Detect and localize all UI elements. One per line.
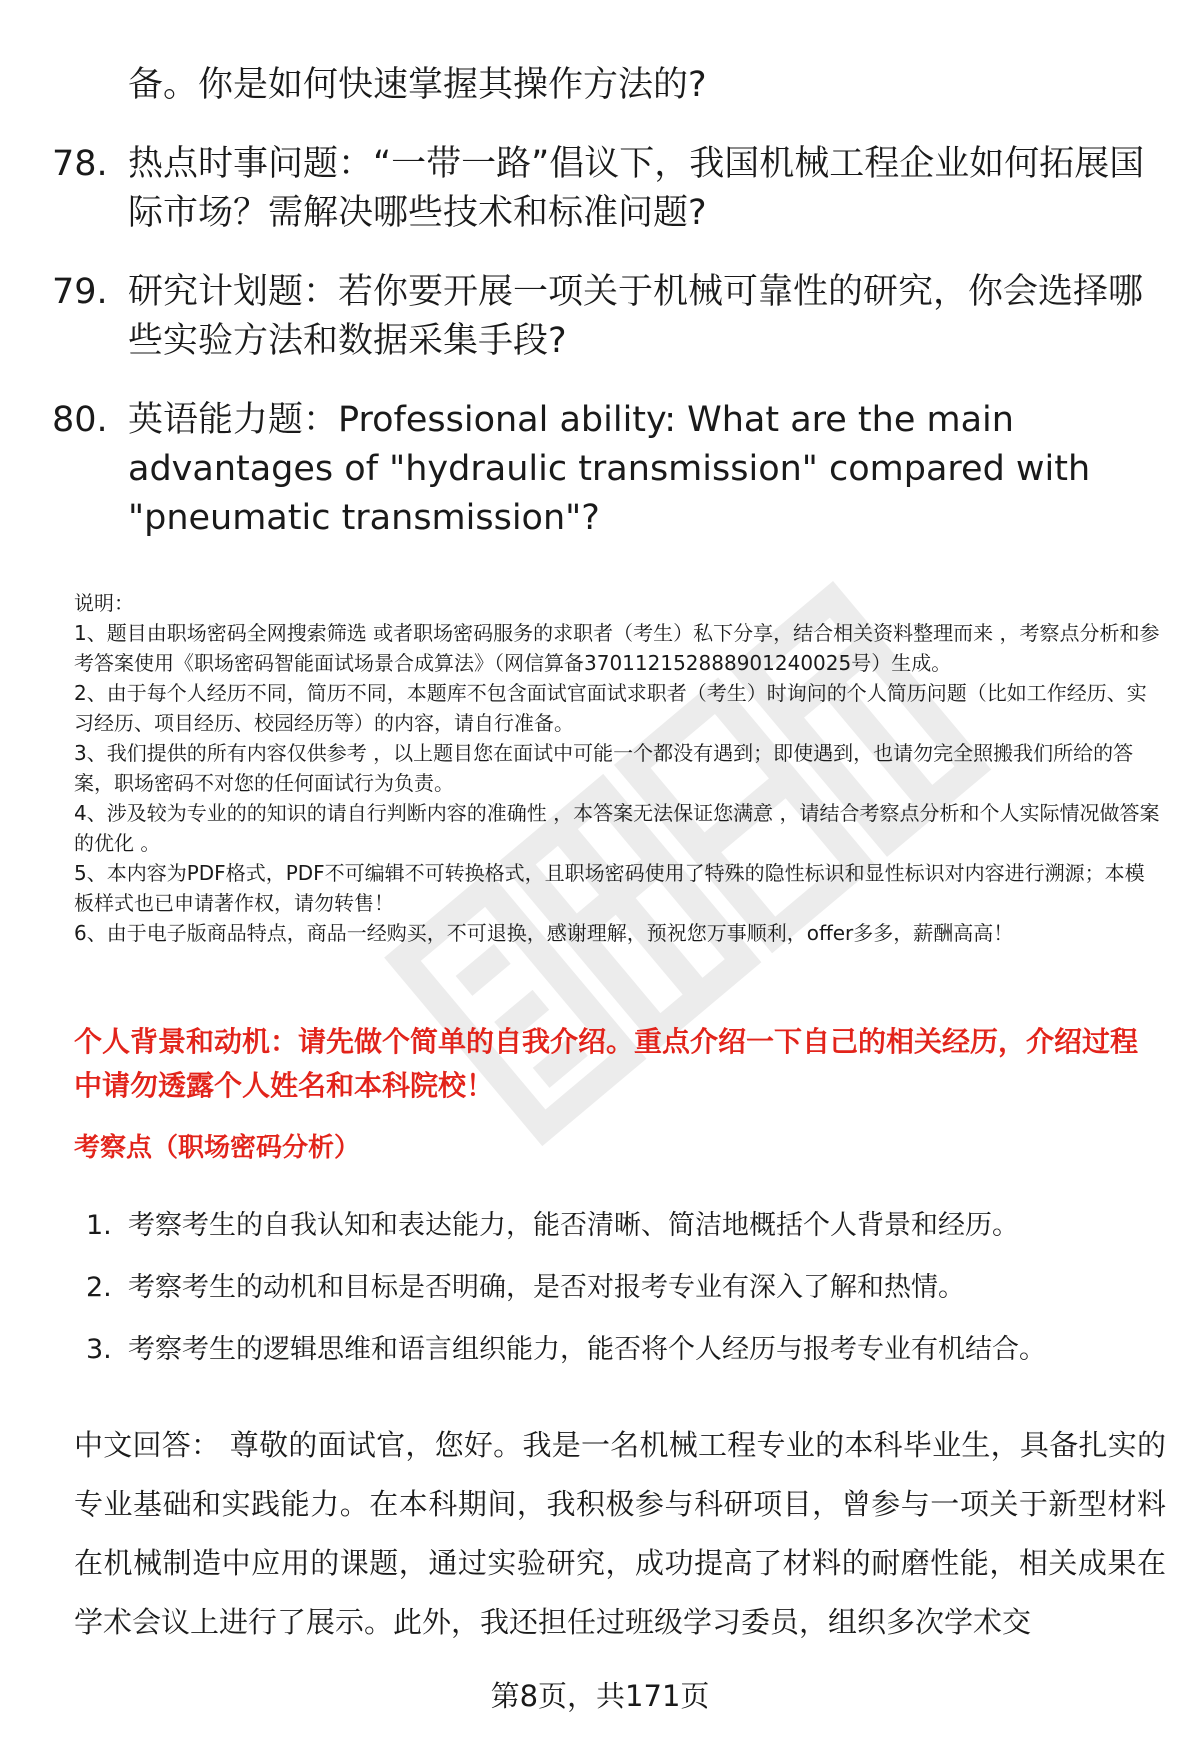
question-continuation: 备。你是如何快速掌握其操作方法的?	[128, 65, 707, 105]
note-item: 1、题目由职场密码全网搜索筛选 或者职场密码服务的求职者（考生）私下分享，结合相关资料整理而来 ，考察点分析和参考答案使用《职场密码智能面试场景合成算法》（网信算备370112152888901240025号）生成。	[74, 621, 1160, 675]
point-text: 考察考生的逻辑思维和语言组织能力，能否将个人经历与报考专业有机结合。	[128, 1334, 1046, 1365]
note-item: 3、我们提供的所有内容仅供参考 ，以上题目您在面试中可能一个都没有遇到；即使遇到，也请勿完全照搬我们所给的答案，职场密码不对您的任何面试行为负责。	[74, 741, 1134, 795]
answer-paragraph: 中文回答： 尊敬的面试官，您好。我是一名机械工程专业的本科毕业生，具备扎实的专业基础和实践能力。在本科期间，我积极参与科研项目，曾参与一项关于新型材料在机械制造中应用的课题，通过实验研究，成功提高了材料的耐磨性能，相关成果在学术会议上进行了展示。此外，我还担任过班级学习委员，组织多次学术交	[74, 1428, 1166, 1639]
question-text: 热点时事问题：“一带一路”倡议下，我国机械工程企业如何拓展国际市场？需解决哪些技术和标准问题?	[128, 144, 1145, 233]
question-number: 80.	[52, 400, 108, 440]
point-text: 考察考生的自我认知和表达能力，能否清晰、简洁地概括个人背景和经历。	[128, 1210, 1019, 1241]
question-number: 78.	[52, 144, 108, 184]
point-text: 考察考生的动机和目标是否明确，是否对报考专业有深入了解和热情。	[128, 1272, 965, 1303]
question-number: 79.	[52, 272, 108, 312]
note-item: 2、由于每个人经历不同，简历不同，本题库不包含面试官面试求职者（考生）时询问的个人简历问题（比如工作经历、实习经历、项目经历、校园经历等）的内容，请自行准备。	[74, 681, 1147, 735]
analysis-heading: 考察点（职场密码分析）	[74, 1133, 361, 1163]
notes-title: 说明：	[74, 591, 134, 615]
question-text: 研究计划题：若你要开展一项关于机械可靠性的研究，你会选择哪些实验方法和数据采集手段?	[128, 272, 1144, 361]
question-item	[52, 140, 1152, 238]
point-number: 3.	[86, 1334, 112, 1365]
note-item: 4、涉及较为专业的的知识的请自行判断内容的准确性 ，本答案无法保证您满意 ，请结合考察点分析和个人实际情况做答案的优化 。	[74, 801, 1160, 855]
question-list	[52, 140, 1152, 573]
analysis-point	[86, 1206, 1166, 1246]
notes-section	[74, 588, 1164, 948]
analysis-point	[86, 1268, 1166, 1308]
analysis-point-list	[86, 1206, 1166, 1392]
question-text: 英语能力题：Professional ability: What are the main advantages of "hydraulic transmission" compared with "pneumatic transmission"?	[128, 400, 1091, 538]
analysis-point	[86, 1330, 1166, 1370]
note-item: 6、由于电子版商品特点，商品一经购买，不可退换，感谢理解，预祝您万事顺利，offer多多，薪酬高高！	[74, 921, 1014, 945]
question-item	[52, 396, 1152, 543]
point-number: 2.	[86, 1272, 112, 1303]
note-item: 5、本内容为PDF格式，PDF不可编辑不可转换格式，且职场密码使用了特殊的隐性标识和显性标识对内容进行溯源；本模板样式也已申请著作权，请勿转售！	[74, 861, 1145, 915]
question-item	[52, 268, 1152, 366]
page-number-footer: 第8页，共171页	[490, 1679, 710, 1713]
point-number: 1.	[86, 1210, 112, 1241]
section-heading: 个人背景和动机：请先做个简单的自我介绍。重点介绍一下自己的相关经历，介绍过程中请勿透露个人姓名和本科院校！	[74, 1025, 1139, 1102]
